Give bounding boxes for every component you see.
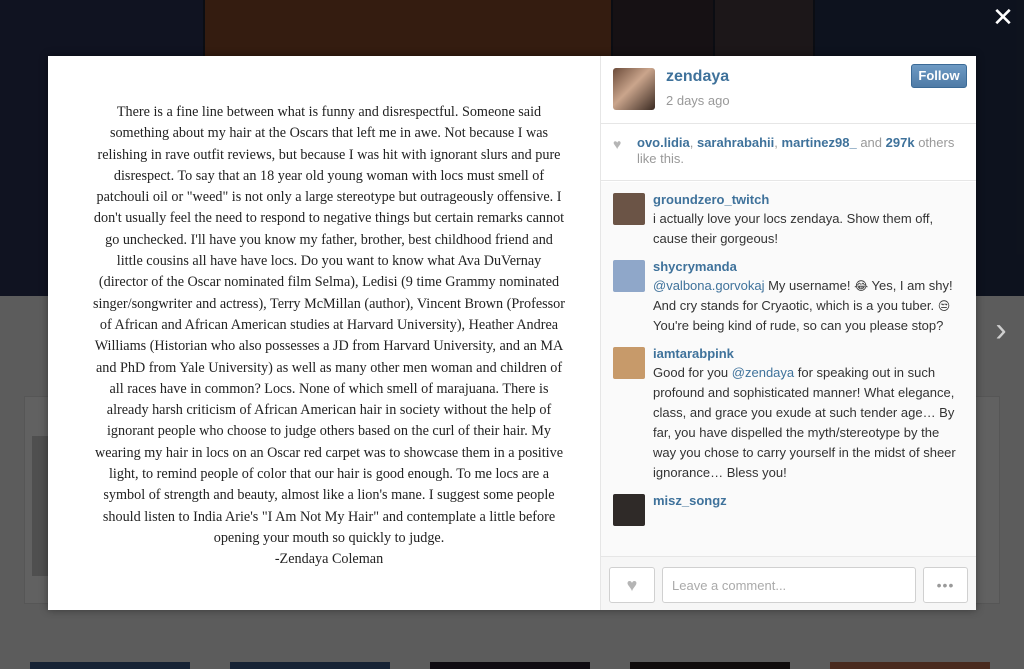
likes-count[interactable]: 297k bbox=[885, 135, 915, 150]
comment-username[interactable]: misz_songz bbox=[653, 493, 727, 508]
comment-mention[interactable]: @zendaya bbox=[731, 365, 795, 380]
post-header bbox=[601, 56, 976, 124]
heart-icon[interactable]: ♥ bbox=[609, 567, 655, 603]
liker-link[interactable]: sarahrabahii bbox=[696, 135, 775, 150]
post-sidebar bbox=[601, 56, 976, 610]
likes-and: and bbox=[860, 135, 883, 150]
unamused-emoji-icon: 😒 bbox=[937, 299, 951, 313]
letter-line: symbol of strength and beauty, almost like a lion's mane. I suggest some people bbox=[103, 487, 555, 504]
post-modal bbox=[48, 56, 976, 610]
letter-line: something about my hair at the Oscars that left me in awe. Not because I was bbox=[109, 125, 549, 142]
comment-avatar[interactable] bbox=[613, 193, 645, 225]
letter-line: don't usually feel the need to respond to negative things but certain remarks cannot bbox=[93, 210, 565, 227]
letter-line: -Zendaya Coleman bbox=[274, 551, 384, 568]
comment-item bbox=[601, 483, 976, 510]
letter-line: wearing my hair in locs on an Oscar red carpet was to showcase them in a positive bbox=[94, 444, 564, 461]
likes-summary: ♥ ovo.lidia, sarahrabahii, martinez98_ and 297k others like this. bbox=[601, 124, 976, 181]
letter-line: light, to remind people of color that our hair is good enough. To me locs are a bbox=[108, 466, 550, 483]
comment-avatar[interactable] bbox=[613, 494, 645, 526]
letter-line: opening your mouth so quickly to judge. bbox=[213, 529, 445, 546]
comment-avatar[interactable] bbox=[613, 260, 645, 292]
letter-line: ignorant people who choose to judge others based on the curl of their hair. My bbox=[106, 423, 552, 440]
comment-username[interactable]: shycrymanda bbox=[653, 259, 737, 274]
timestamp: 2 days ago bbox=[666, 93, 730, 108]
comment-item bbox=[601, 249, 976, 336]
letter-line: of African and African American studies at Harvard University), Heather Andrea bbox=[99, 316, 559, 333]
letter-line: disrespect. To say that an 18 year old young woman with locs must smell of bbox=[113, 167, 545, 184]
username[interactable]: zendaya bbox=[666, 68, 730, 85]
comments-list[interactable] bbox=[601, 182, 976, 556]
chevron-right-icon[interactable]: › bbox=[995, 311, 1007, 349]
more-options-icon[interactable]: ••• bbox=[923, 567, 968, 603]
laughing-emoji-icon: 😂 bbox=[854, 279, 869, 293]
comment-avatar[interactable] bbox=[613, 347, 645, 379]
letter-line: Williams (Historian who also possesses a JD from Harvard University, and an MA bbox=[94, 338, 564, 355]
letter-line: go unchecked. I'll have you know my father, brother, best childhood friend and bbox=[105, 231, 553, 248]
letter-text bbox=[74, 102, 584, 571]
comment-text: Good for you bbox=[653, 365, 732, 380]
comment-text: You're being kind of rude, so can you please stop? bbox=[653, 318, 944, 333]
comment-input[interactable] bbox=[662, 567, 916, 603]
comment-mention[interactable]: @valbona.gorvokaj bbox=[653, 278, 765, 293]
letter-line: little cousins all have have locs. Do you want to know what Ava DuVernay bbox=[116, 253, 542, 270]
comment-username[interactable]: groundzero_twitch bbox=[653, 192, 770, 207]
heart-icon: ♥ bbox=[613, 136, 622, 152]
liker-link[interactable]: ovo.lidia bbox=[637, 135, 690, 150]
comment-item bbox=[601, 182, 976, 249]
comment-text: My username! bbox=[764, 278, 855, 293]
comment-item bbox=[601, 336, 976, 483]
letter-line: relishing in rave outfit reviews, but because I was hit with ignorant slurs and pure bbox=[97, 146, 561, 163]
letter-line: (director of the Oscar nominated film Selma), Ledisi (9 time Grammy nominated bbox=[98, 274, 560, 291]
post-photo bbox=[48, 56, 601, 610]
letter-line: already harsh criticism of African American hair in society without the help of bbox=[106, 402, 552, 419]
letter-line: There is a fine line between what is funny and disrespectful. Someone said bbox=[116, 104, 542, 120]
letter-line: singer/songwriter and actress), Terry McMillan (author), Vincent Brown (Professor bbox=[92, 295, 565, 312]
comment-username[interactable]: iamtarabpink bbox=[653, 346, 734, 361]
letter-line: patchouli oil or "weed" is not only a large stereotype but outrageously offensive. I bbox=[96, 189, 562, 206]
likes-suffix: others like this. bbox=[637, 135, 955, 166]
letter-line: should listen to India Arie's "I Am Not My Hair" and contemplate a little before bbox=[102, 508, 556, 525]
comment-text: i actually love your locs zendaya. Show them off, cause their gorgeous! bbox=[653, 211, 934, 246]
comment-footer bbox=[601, 556, 976, 610]
comment-text: Yes, I am shy! And cry stands for Cryaotic, which is a you tuber. bbox=[653, 278, 953, 313]
comment-text: for speaking out in such profound and sophisticated manner! What elegance, class, and grace you exude at such tender age… By far, you have dispelled the myth/stereotype by the way you chose to carry yourself in the midst of sheer ignorance… Bless you! bbox=[653, 365, 956, 480]
letter-line: all races have in common? Locs. None of which smell of marajuana. There is bbox=[109, 380, 549, 397]
close-icon[interactable]: ✕ bbox=[992, 2, 1014, 32]
follow-button[interactable]: Follow bbox=[911, 64, 967, 88]
letter-line: and PhD from Yale University) as well as many other men woman and children of bbox=[95, 359, 563, 376]
liker-link[interactable]: martinez98_ bbox=[781, 135, 857, 150]
avatar[interactable] bbox=[613, 68, 655, 110]
